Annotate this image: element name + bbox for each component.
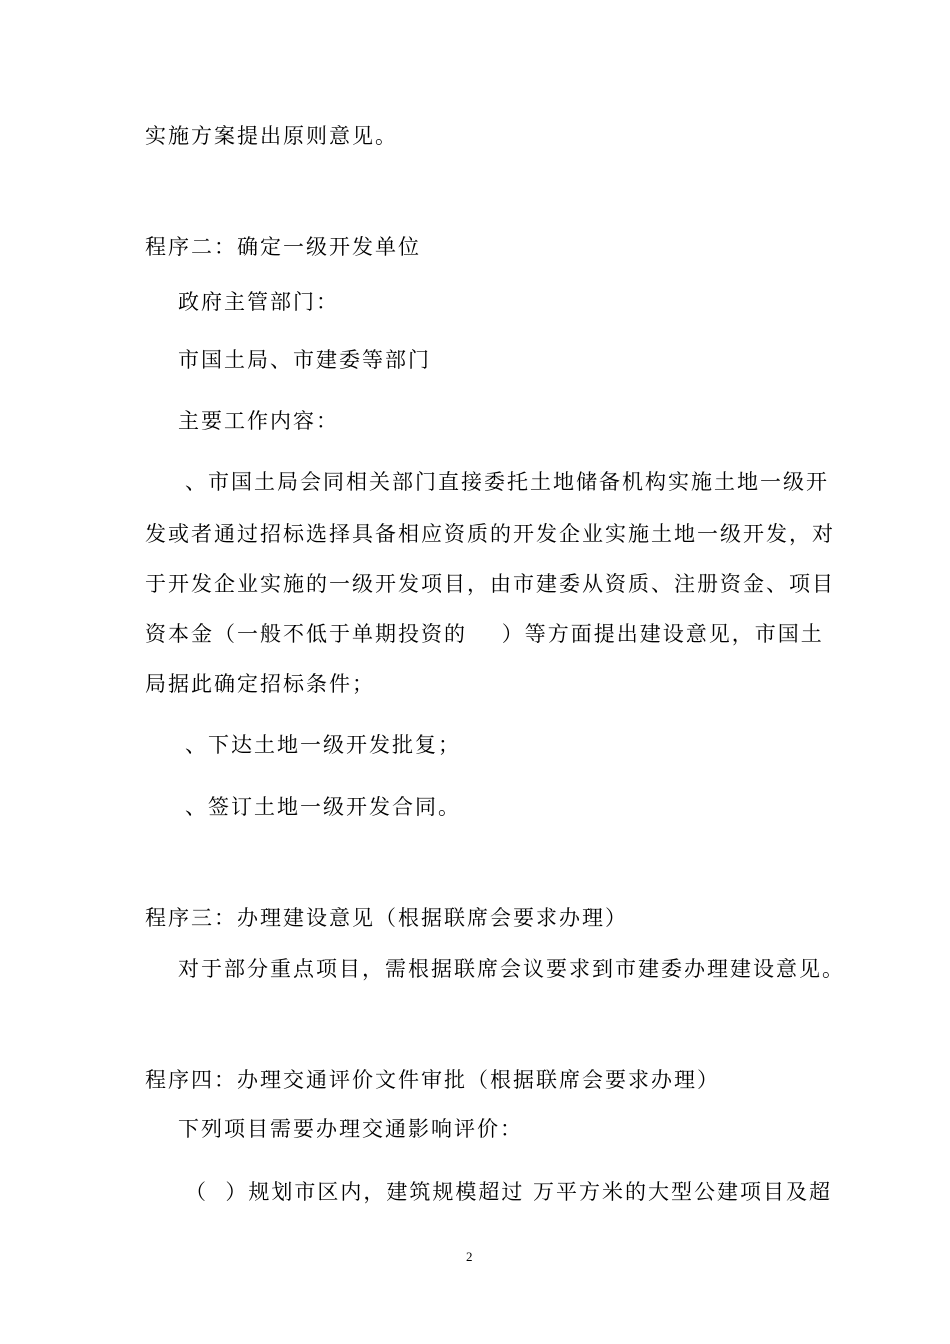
paragraph-line: 资本金（一般不低于单期投资的 ）等方面提出建设意见，市国土 xyxy=(145,622,824,646)
paragraph-line: 发或者通过招标选择具备相应资质的开发企业实施土地一级开发，对 xyxy=(145,522,835,546)
paragraph-line: 、市国土局会同相关部门直接委托土地储备机构实施土地一级开 xyxy=(185,470,829,494)
section-heading: 程序二：确定一级开发单位 xyxy=(145,235,421,259)
paragraph-line: 实施方案提出原则意见。 xyxy=(145,124,398,148)
paragraph-line: 于开发企业实施的一级开发项目，由市建委从资质、注册资金、项目 xyxy=(145,572,835,596)
paragraph-line: （ ）规划市区内，建筑规模超过 万平方米的大型公建项目及超 xyxy=(185,1180,833,1204)
paragraph-line: 、下达土地一级开发批复； xyxy=(185,733,461,757)
section-heading: 程序四：办理交通评价文件审批（根据联席会要求办理） xyxy=(145,1068,720,1092)
paragraph-line: 局据此确定招标条件； xyxy=(145,672,375,696)
page-number: 2 xyxy=(466,1249,473,1264)
paragraph-line: 市国土局、市建委等部门 xyxy=(178,348,431,372)
paragraph-line: 政府主管部门： xyxy=(178,290,339,314)
paragraph-line: 对于部分重点项目，需根据联席会议要求到市建委办理建设意见。 xyxy=(178,957,845,981)
section-heading: 程序三：办理建设意见（根据联席会要求办理） xyxy=(145,906,628,930)
paragraph-line: 、签订土地一级开发合同。 xyxy=(185,795,461,819)
paragraph-line: 主要工作内容： xyxy=(178,409,339,433)
paragraph-line: 下列项目需要办理交通影响评价： xyxy=(178,1117,523,1141)
